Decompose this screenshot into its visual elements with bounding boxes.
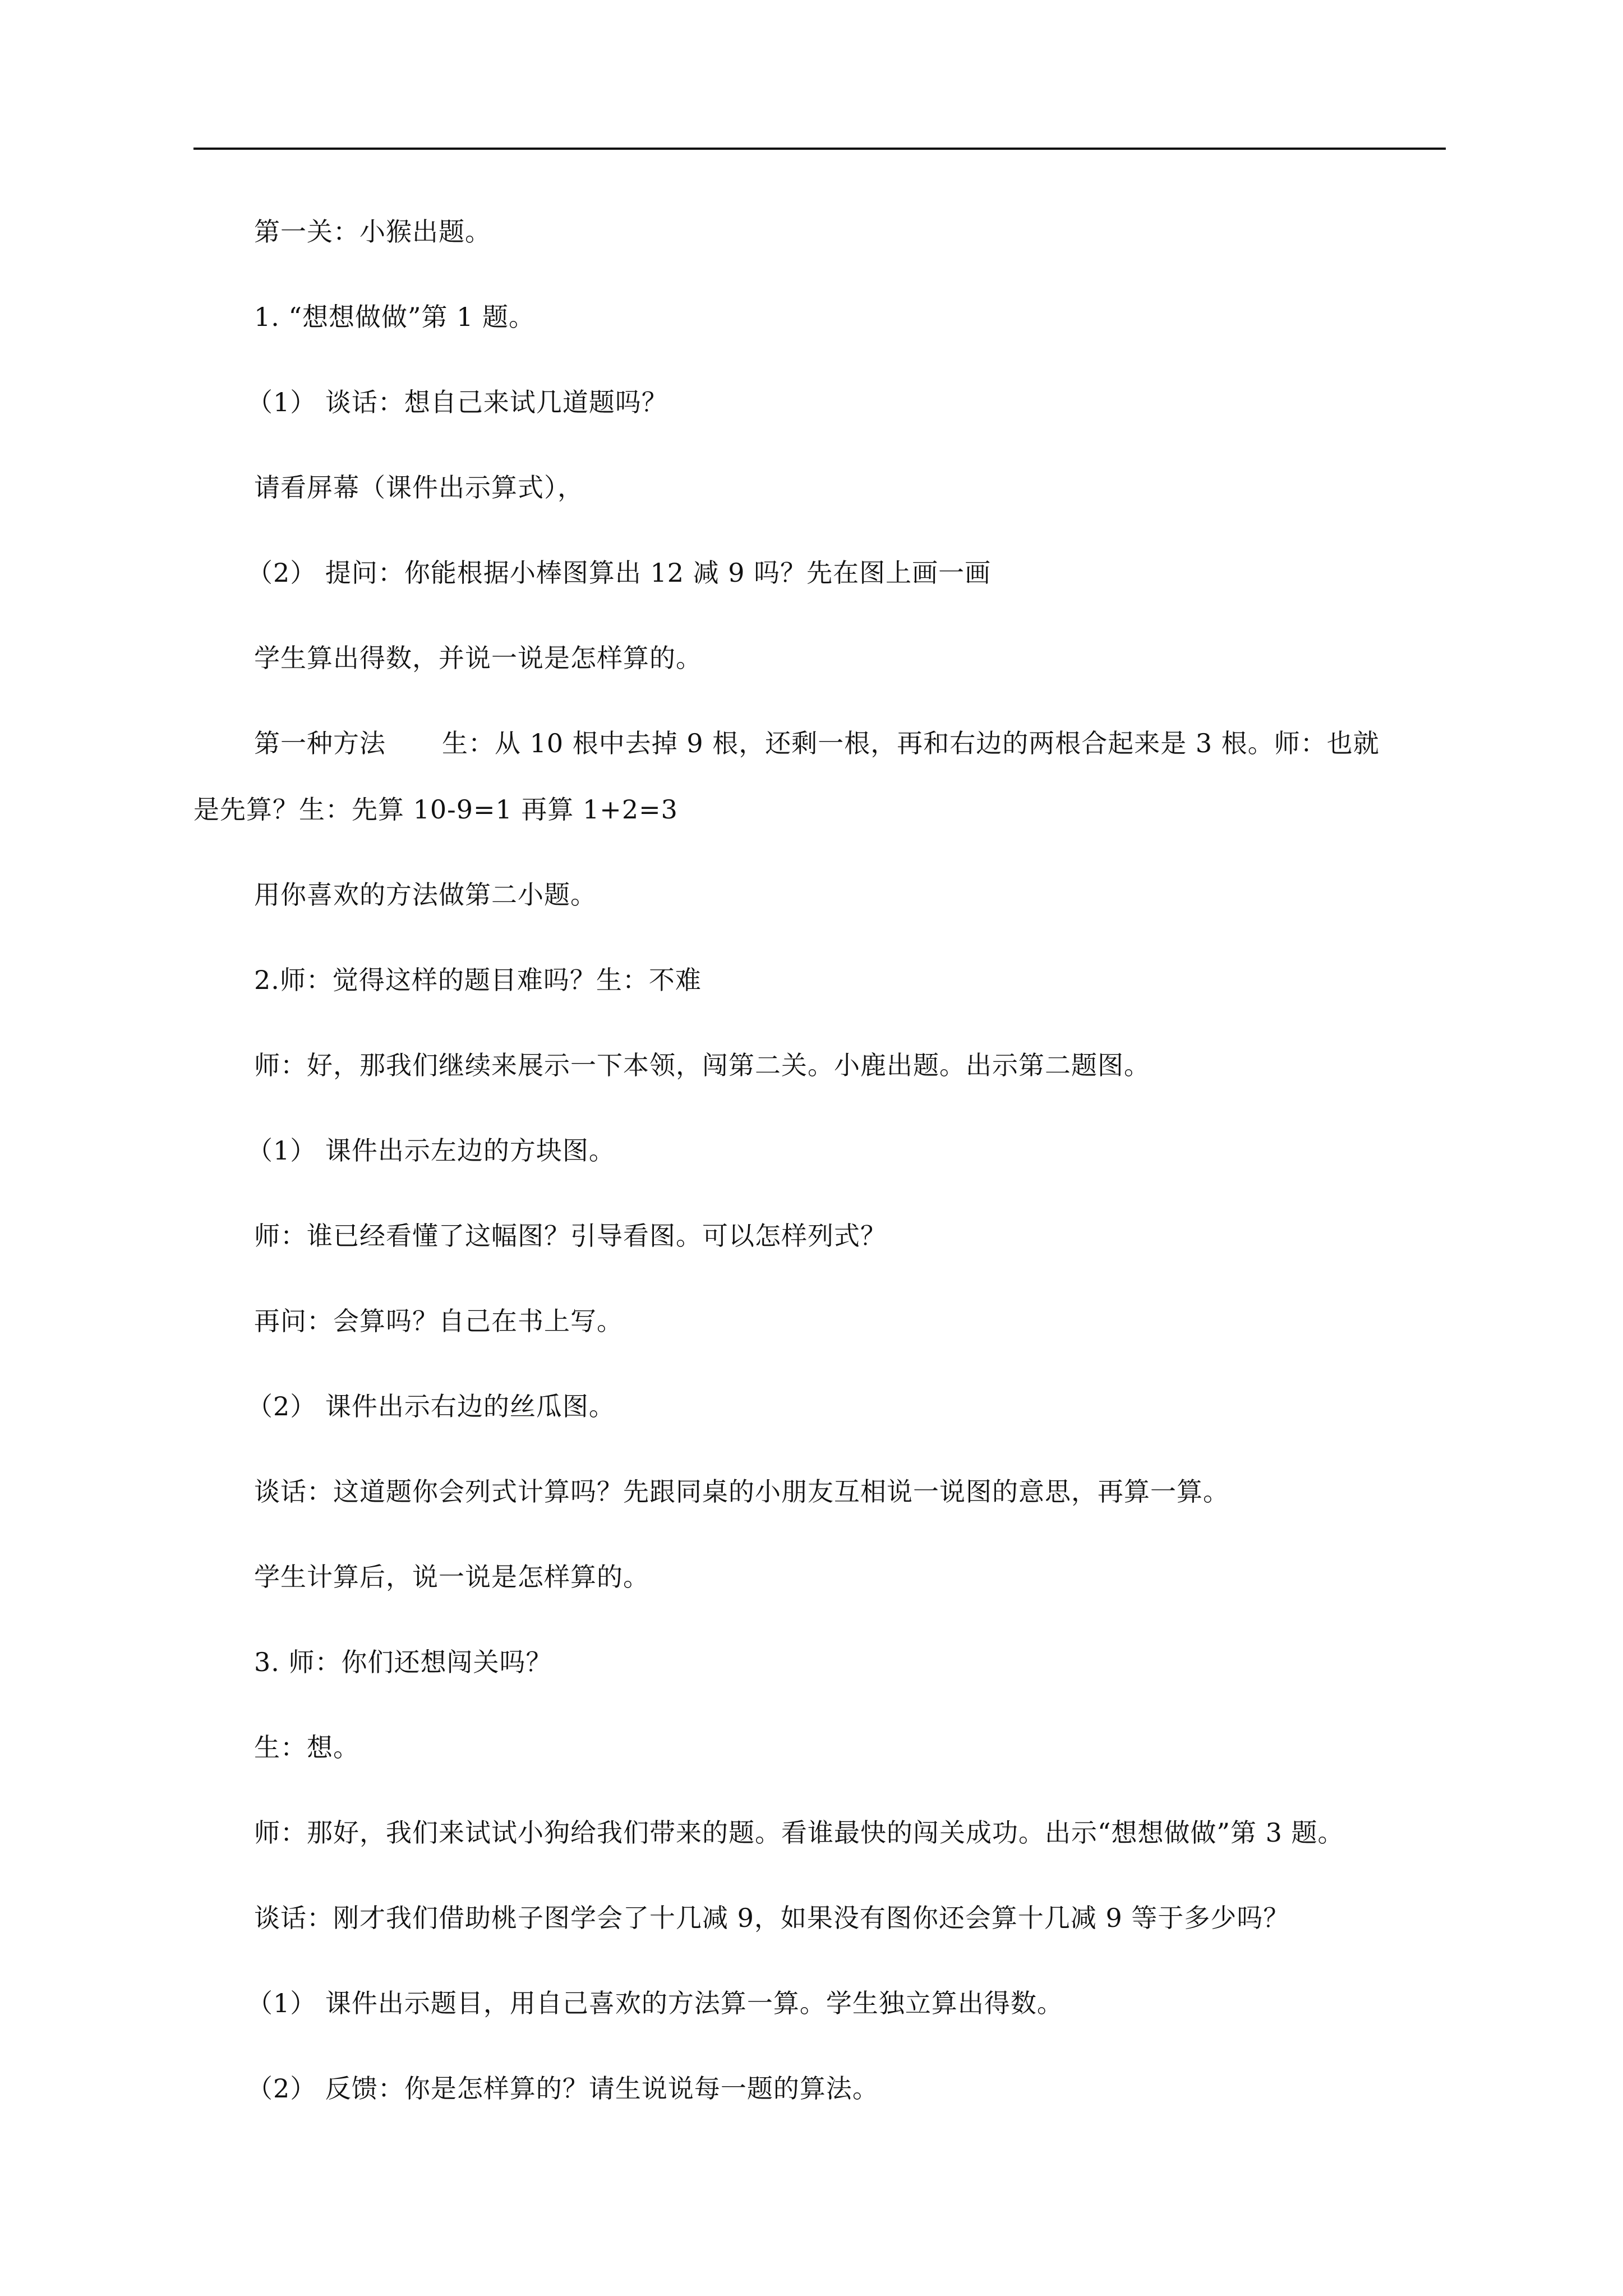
paragraph-step-2-loofah: （2） 课件出示右边的丝瓜图。 (247, 1391, 615, 1421)
first-method-text: 生：从 10 根中去掉 9 根，还剩一根，再和右边的两根合起来是 3 根。师：也就 (442, 728, 1380, 758)
paragraph-student-compute: 学生算出得数，并说一说是怎样算的。 (254, 643, 702, 673)
paragraph-level-one-title: 第一关：小猴出题。 (254, 217, 491, 247)
paragraph-who-understands: 师：谁已经看懂了这幅图？引导看图。可以怎样列式？ (254, 1221, 887, 1251)
paragraph-ask-again: 再问：会算吗？自己在书上写。 (254, 1306, 623, 1336)
paragraph-first-method (254, 728, 1380, 759)
paragraph-exercise-three: 3. 师：你们还想闯关吗？ (254, 1647, 552, 1677)
paragraph-student-explain: 学生计算后，说一说是怎样算的。 (254, 1562, 649, 1592)
paragraph-step-1-independent: （1） 课件出示题目，用自己喜欢的方法算一算。学生独立算出得数。 (247, 1988, 1063, 2018)
paragraph-level-two: 师：好，那我们继续来展示一下本领，闯第二关。小鹿出题。出示第二题图。 (254, 1050, 1150, 1080)
paragraph-step-2-question: （2） 提问：你能根据小棒图算出 12 减 9 吗？先在图上画一画 (247, 558, 992, 588)
paragraph-level-three: 师：那好，我们来试试小狗给我们带来的题。看谁最快的闯关成功。出示“想想做做”第 3 题。 (254, 1818, 1344, 1848)
paragraph-exercise-one: 1. “想想做做”第 1 题。 (254, 302, 536, 332)
paragraph-step-2-feedback: （2） 反馈：你是怎样算的？请生说说每一题的算法。 (247, 2073, 879, 2104)
paragraph-talk-deskmate: 谈话：这道题你会列式计算吗？先跟同桌的小朋友互相说一说图的意思，再算一算。 (254, 1476, 1229, 1507)
paragraph-peach-talk: 谈话：刚才我们借助桃子图学会了十几减 9，如果没有图你还会算十几减 9 等于多少吗？ (254, 1903, 1290, 1933)
paragraph-step-1-blocks: （1） 课件出示左边的方块图。 (247, 1135, 615, 1166)
header-rule (193, 148, 1446, 150)
paragraph-student-reply: 生：想。 (254, 1732, 359, 1763)
paragraph-second-subquestion: 用你喜欢的方法做第二小题。 (254, 880, 597, 910)
first-method-label: 第一种方法 (254, 728, 386, 758)
paragraph-screen-prompt: 请看屏幕（课件出示算式）， (254, 472, 584, 503)
paragraph-exercise-two: 2.师：觉得这样的题目难吗？生：不难 (254, 965, 702, 995)
paragraph-first-method-continued: 是先算？生：先算 10-9=1 再算 1+2=3 (193, 794, 678, 825)
paragraph-step-1-talk: （1） 谈话：想自己来试几道题吗？ (247, 387, 668, 417)
